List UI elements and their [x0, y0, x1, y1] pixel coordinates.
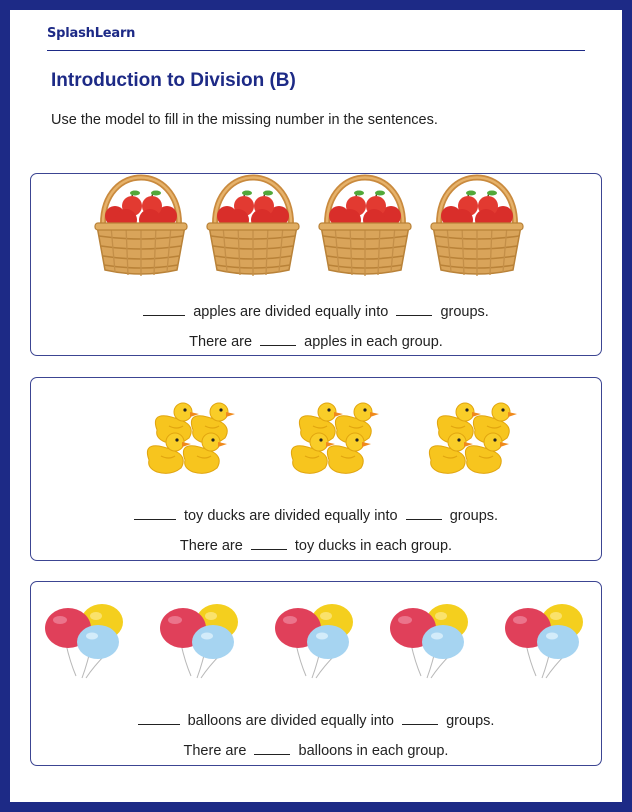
answer-blank[interactable] — [143, 314, 185, 316]
worksheet-instructions: Use the model to fill in the missing number in the sentences. — [51, 112, 438, 128]
worksheet-title: Introduction to Division (B) — [51, 70, 296, 91]
problem-card-apples — [30, 173, 602, 356]
balloon-bunch-icon — [275, 604, 353, 678]
answer-blank[interactable] — [396, 314, 432, 316]
rubber-duck-group-icon — [429, 403, 517, 473]
rubber-duck-group-icon — [291, 403, 379, 473]
answer-blank[interactable] — [134, 518, 176, 520]
apple-basket-icon — [207, 178, 299, 277]
answer-blank[interactable] — [254, 753, 290, 755]
balloon-bunch-icon — [45, 604, 123, 678]
worksheet-page — [10, 10, 622, 802]
answer-blank[interactable] — [406, 518, 442, 520]
sentence-1: toy ducks are divided equally into groups. — [31, 508, 601, 524]
answer-blank[interactable] — [251, 548, 287, 550]
rubber-duck-group-icon — [147, 403, 235, 473]
header-divider — [47, 50, 585, 51]
brand-logo: SplashLearn — [47, 26, 136, 41]
problem-card-balloons — [30, 581, 602, 766]
apple-basket-icon — [431, 178, 523, 277]
balloon-bunch-icon — [160, 604, 238, 678]
apple-baskets-illustration — [31, 174, 601, 284]
answer-blank[interactable] — [138, 723, 180, 725]
answer-blank[interactable] — [260, 344, 296, 346]
answer-blank[interactable] — [402, 723, 438, 725]
sentence-1: apples are divided equally into groups. — [31, 304, 601, 320]
ducks-illustration — [31, 378, 601, 488]
balloon-bunch-icon — [390, 604, 468, 678]
apple-basket-icon — [95, 178, 187, 277]
balloons-illustration — [31, 582, 601, 697]
sentence-2: There are apples in each group. — [189, 334, 443, 350]
sentence-2: There are toy ducks in each group. — [179, 538, 453, 554]
problem-card-ducks — [30, 377, 602, 561]
sentence-1: balloons are divided equally into groups. — [31, 713, 601, 729]
apple-basket-icon — [319, 178, 411, 277]
sentence-2: There are balloons in each group. — [183, 743, 449, 759]
balloon-bunch-icon — [505, 604, 583, 678]
